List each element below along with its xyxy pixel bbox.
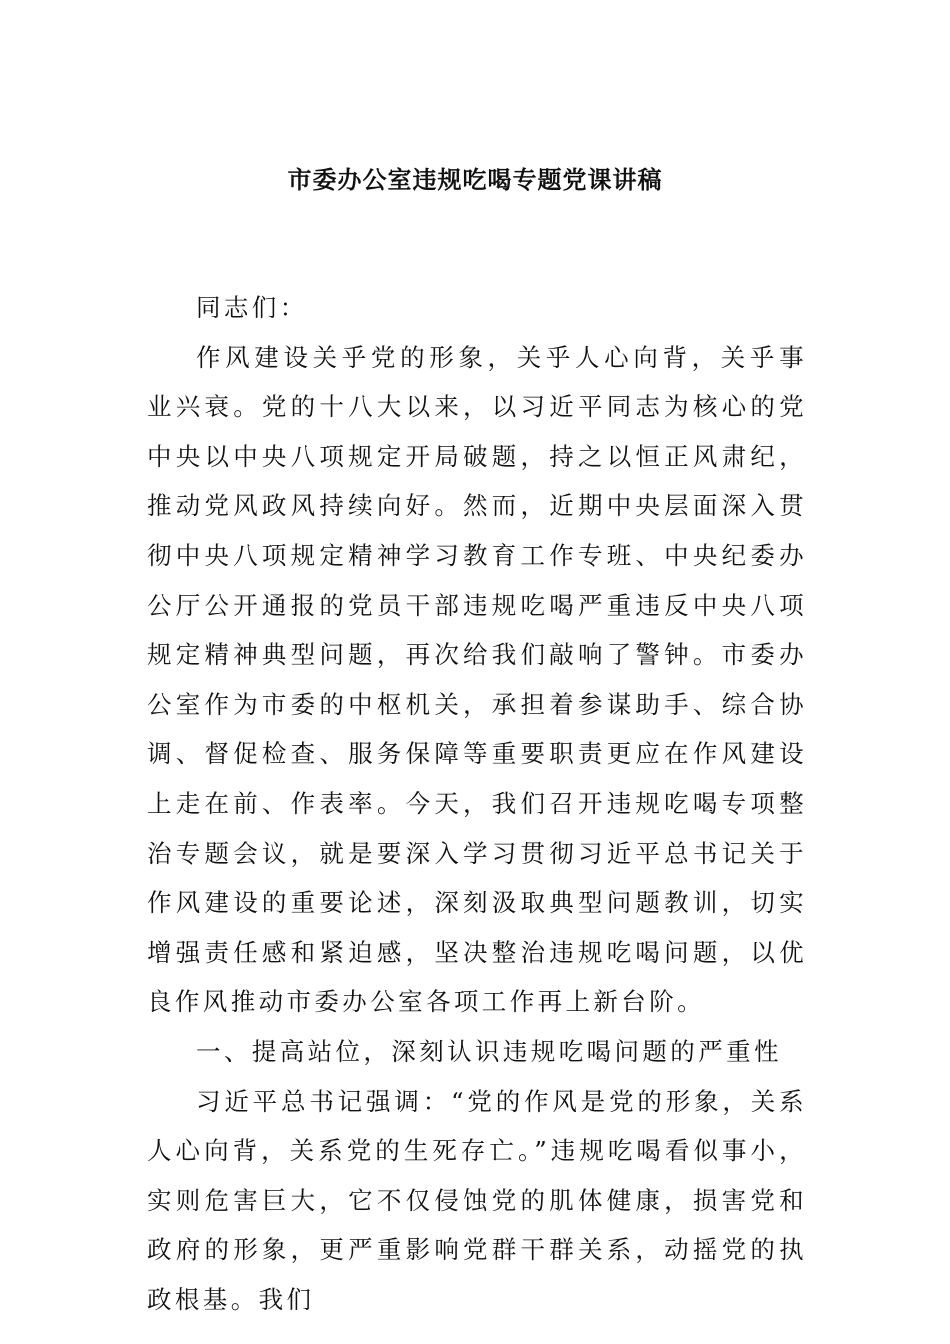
salutation-paragraph: 同志们：: [196, 293, 308, 322]
document-title: 市委办公室违规吃喝专题党课讲稿: [287, 165, 663, 194]
section-paragraph: 习近平总书记强调：“党的作风是党的形象，关系人心向背，关系党的生死存亡。”违规吃喝看似事小，实则危害巨大，它不仅侵蚀党的肌体健康，损害党和政府的形象，更严重影响党群干群关系，动摇党的执政根基。我们: [147, 1086, 807, 1314]
intro-paragraph: 作风建设关乎党的形象，关乎人心向背，关乎事业兴衰。党的十八大以来，以习近平同志为核心的党中央以中央八项规定开局破题，持之以恒正风肃纪，推动党风政风持续向好。然而，近期中央层面深入贯彻中央八项规定精神学习教育工作专班、中央纪委办公厅公开通报的党员干部违规吃喝严重违反中央八项规定精神典型问题，再次给我们敲响了警钟。市委办公室作为市委的中枢机关，承担着参谋助手、综合协调、督促检查、服务保障等重要职责更应在作风建设上走在前、作表率。今天，我们召开违规吃喝专项整治专题会议，就是要深入学习贯彻习近平总书记关于作风建设的重要论述，深刻汲取典型问题教训，切实增强责任感和紧迫感，坚决整治违规吃喝问题，以优良作风推动市委办公室各项工作再上新台阶。: [147, 342, 807, 1017]
section-heading: 一、提高站位，深刻认识违规吃喝问题的严重性: [196, 1036, 782, 1066]
document-body: [147, 283, 807, 1324]
